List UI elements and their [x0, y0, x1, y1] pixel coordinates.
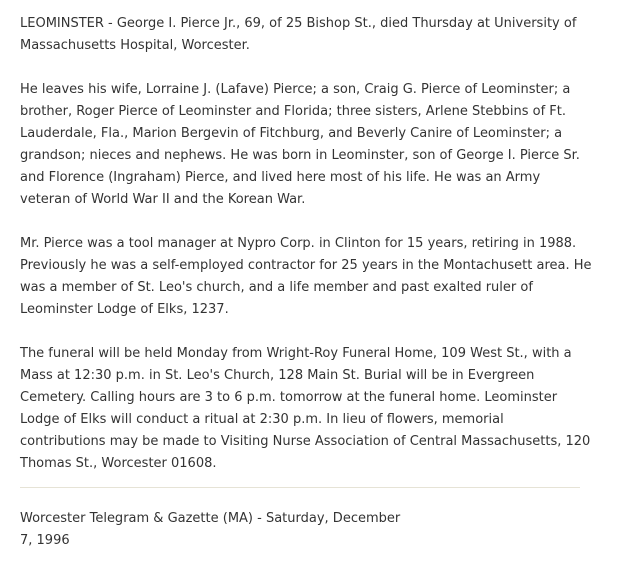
section-divider — [20, 487, 580, 488]
career-paragraph: Mr. Pierce was a tool manager at Nypro Corp. in Clinton for 15 years, retiring in 1988. Previously he was a self-employed contractor for 25 years in the Montachusett area. He was a member of St. Leo's church, and a life member and past exalted ruler of Leominster Lodge of Elks, 1237. — [20, 236, 592, 317]
publication-source: Worcester Telegram & Gazette (MA) - Saturday, December 7, 1996 — [20, 511, 401, 548]
survivors-paragraph: He leaves his wife, Lorraine J. (Lafave) Pierce; a son, Craig G. Pierce of Leominster; a brother, Roger Pierce of Leominster and Florida; three sisters, Arlene Stebbins of Ft. Lauderdale, Fla., Marion Bergevin of Fitchburg, and Beverly Canire of Leominster; a grandson; nieces and nephews. He was born in Leominster, son of George I. Pierce Sr. and Florence (Ingraham) Pierce, and lived here most of his life. He was an Army veteran of World War II and the Korean War. — [20, 82, 580, 207]
obituary-lead-paragraph: LEOMINSTER - George I. Pierce Jr., 69, of 25 Bishop St., died Thursday at University of Massachusetts Hospital, Worcester. — [20, 16, 577, 53]
obituary-article — [20, 13, 595, 497]
funeral-details-paragraph: The funeral will be held Monday from Wright-Roy Funeral Home, 109 West St., with a Mass at 12:30 p.m. in St. Leo's Church, 128 Main St. Burial will be in Evergreen Cemetery. Calling hours are 3 to 6 p.m. tomorrow at the funeral home. Leominster Lodge of Elks will conduct a ritual at 2:30 p.m. In lieu of flowers, memorial contributions may be made to Visiting Nurse Association of Central Massachusetts, 120 Thomas St., Worcester 01608. — [20, 346, 591, 471]
